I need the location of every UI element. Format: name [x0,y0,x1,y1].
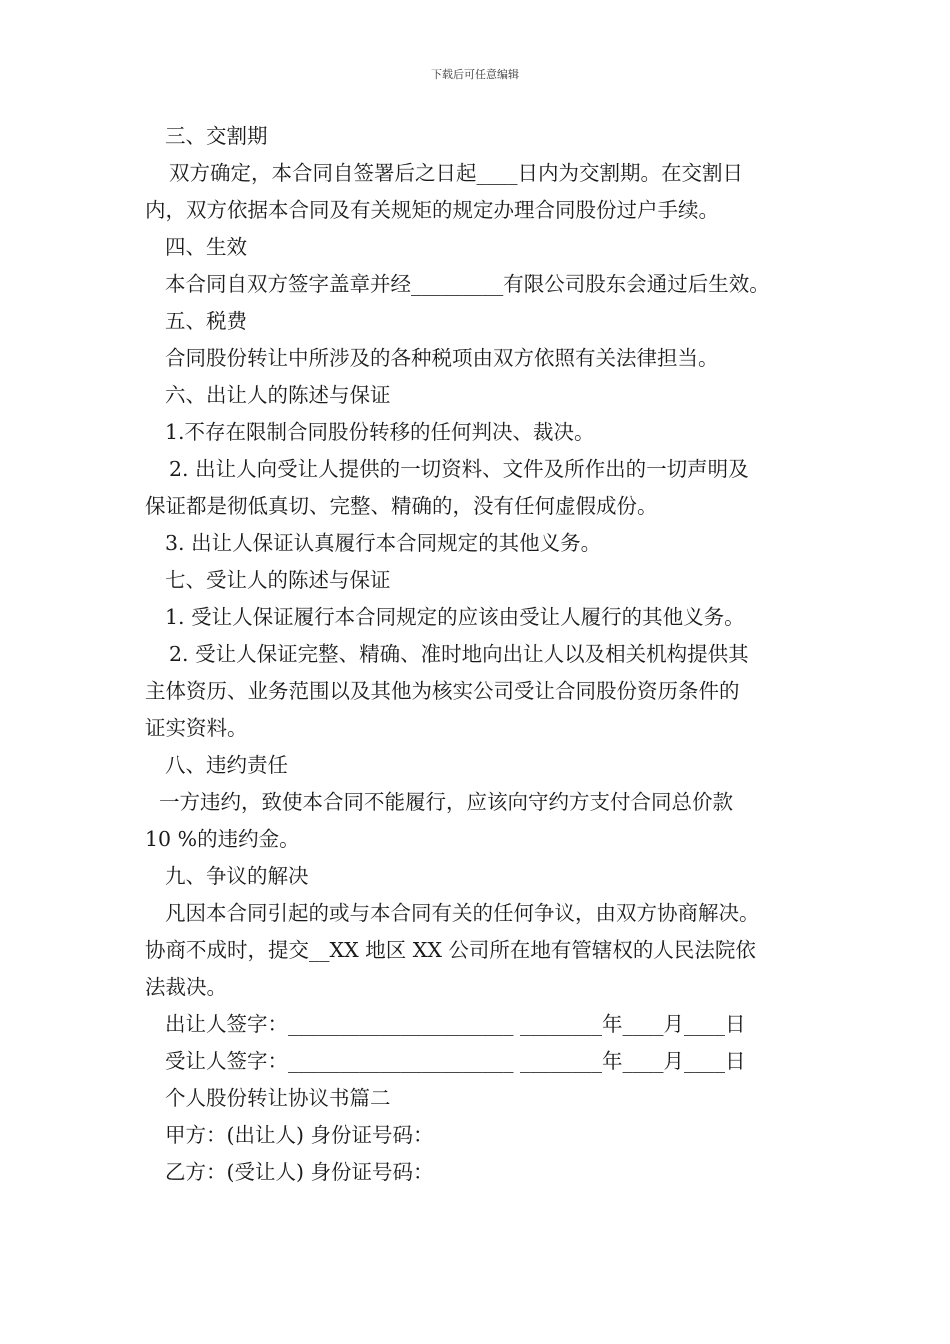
page-header: 下载后可任意编辑 [431,68,519,81]
text-line: 个人股份转让协议书篇二 [165,1086,391,1110]
text-line: 八、违约责任 [165,753,288,777]
text-line: 本合同自双方签字盖章并经_________有限公司股东会通过后生效。 [165,272,770,296]
text-line: 受让人签字：______________________ ________年____月____日 [165,1049,746,1073]
text-line: 协商不成时，提交__XX 地区 XX 公司所在地有管辖权的人民法院依 [145,938,756,962]
text-line: 3. 出让人保证认真履行本合同规定的其他义务。 [165,531,602,555]
text-line: 法裁决。 [145,975,227,999]
text-line: 2. 受让人保证完整、精确、准时地向出让人以及相关机构提供其 [169,642,749,666]
text-line: 1.不存在限制合同股份转移的任何判决、裁决。 [165,420,595,444]
text-line: 内，双方依据本合同及有关规矩的规定办理合同股份过户手续。 [145,198,719,222]
text-line: 2. 出让人向受让人提供的一切资料、文件及所作出的一切声明及 [169,457,749,481]
text-line: 三、交割期 [165,124,268,148]
text-line: 出让人签字：______________________ ________年____月____日 [165,1012,746,1036]
text-line: 主体资历、业务范围以及其他为核实公司受让合同股份资历条件的 [145,679,740,703]
text-line: 合同股份转让中所涉及的各种税项由双方依照有关法律担当。 [165,346,719,370]
text-line: 双方确定，本合同自签署后之日起____日内为交割期。在交割日 [169,161,743,185]
text-line: 保证都是彻低真切、完整、精确的，没有任何虚假成份。 [145,494,658,518]
text-line: 七、受让人的陈述与保证 [165,568,391,592]
text-line: 10 %的违约金。 [145,827,300,851]
text-line: 甲方：(出让人) 身份证号码： [165,1123,434,1147]
text-line: 五、税费 [165,309,247,333]
text-line: 证实资料。 [145,716,248,740]
text-line: 1. 受让人保证履行本合同规定的应该由受让人履行的其他义务。 [165,605,745,629]
text-line: 乙方：(受让人) 身份证号码： [165,1160,434,1184]
text-line: 九、争议的解决 [165,864,309,888]
text-line: 六、出让人的陈述与保证 [165,383,391,407]
text-line: 凡因本合同引起的或与本合同有关的任何争议，由双方协商解决。 [165,901,760,925]
document-body [145,118,825,1191]
text-line: 一方违约，致使本合同不能履行，应该向守约方支付合同总价款 [159,790,733,814]
text-line: 四、生效 [165,235,247,259]
